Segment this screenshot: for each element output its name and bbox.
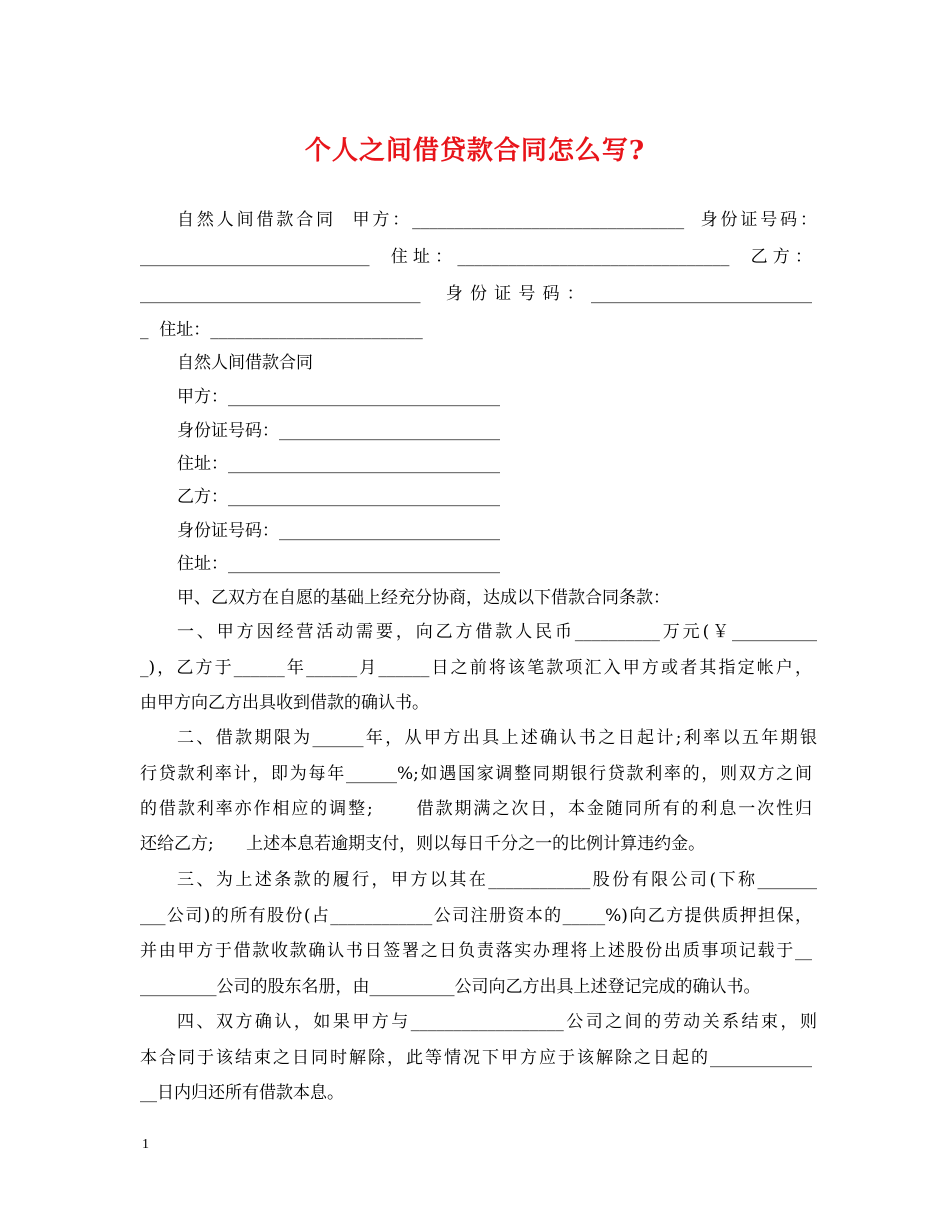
body-line: _ 住址：_________________________ (140, 320, 423, 340)
body-line: 二、借款期限为______年，从甲方出具上述确认书之日起计;利率以五年期银 (177, 728, 817, 748)
page-number: 1 (142, 1137, 149, 1152)
body-line: 的借款利率亦作相应的调整; 借款期满之次日，本金随同所有的利息一次性归 (140, 799, 812, 819)
body-line: 甲方：________________________________ (177, 387, 500, 407)
body-line: 本合同于该结束之日同时解除，此等情况下甲方应于该解除之日起的____________ (140, 1048, 812, 1068)
body-line: 由甲方向乙方出具收到借款的确认书。 (140, 693, 429, 713)
document-title: 个人之间借贷款合同怎么写? (304, 136, 646, 166)
body-line: 还给乙方; 上述本息若逾期支付，则以每日千分之一的比例计算违约金。 (140, 834, 706, 854)
body-line: _________________________________ 身份证号码：__________________________ (140, 284, 812, 304)
body-line: 乙方：________________________________ (177, 487, 500, 507)
body-line: _)，乙方于______年______月______日之前将该笔款项汇入甲方或者其指定帐户， (140, 658, 812, 678)
body-line: 自然人间借款合同 甲方：________________________________ 身份证号码： (177, 210, 817, 230)
body-line: ___________________________ 住址：________________________________ 乙方： (140, 247, 812, 267)
body-line: 自然人间借款合同 (177, 353, 313, 373)
body-line: 四、双方确认，如果甲方与__________________公司之间的劳动关系结束，则 (177, 1012, 817, 1032)
body-line: 三、为上述条款的履行，甲方以其在____________股份有限公司(下称_______ (177, 870, 817, 890)
body-line: 一、甲方因经营活动需要，向乙方借款人民币__________万元(￥__________ (177, 622, 817, 642)
body-line: 甲、乙双方在自愿的基础上经充分协商，达成以下借款合同条款： (177, 588, 670, 608)
body-line: 住址：________________________________ (177, 454, 500, 474)
body-line: _________公司的股东名册，由__________公司向乙方出具上述登记完成的确认书。 (140, 977, 761, 997)
body-line: 住址：________________________________ (177, 554, 500, 574)
body-line: 身份证号码：__________________________ (177, 521, 500, 541)
body-line: __日内归还所有借款本息。 (140, 1083, 344, 1103)
body-line: ___公司)的所有股份(占____________公司注册资本的_____%)向乙方提供质押担保， (140, 906, 812, 926)
body-line: 并由甲方于借款收款确认书日签署之日负责落实办理将上述股份出质事项记载于__ (140, 941, 812, 961)
body-line: 行贷款利率计，即为每年______%;如遇国家调整同期银行贷款利率的，则双方之间 (140, 764, 812, 784)
body-line: 身份证号码：__________________________ (177, 421, 500, 441)
